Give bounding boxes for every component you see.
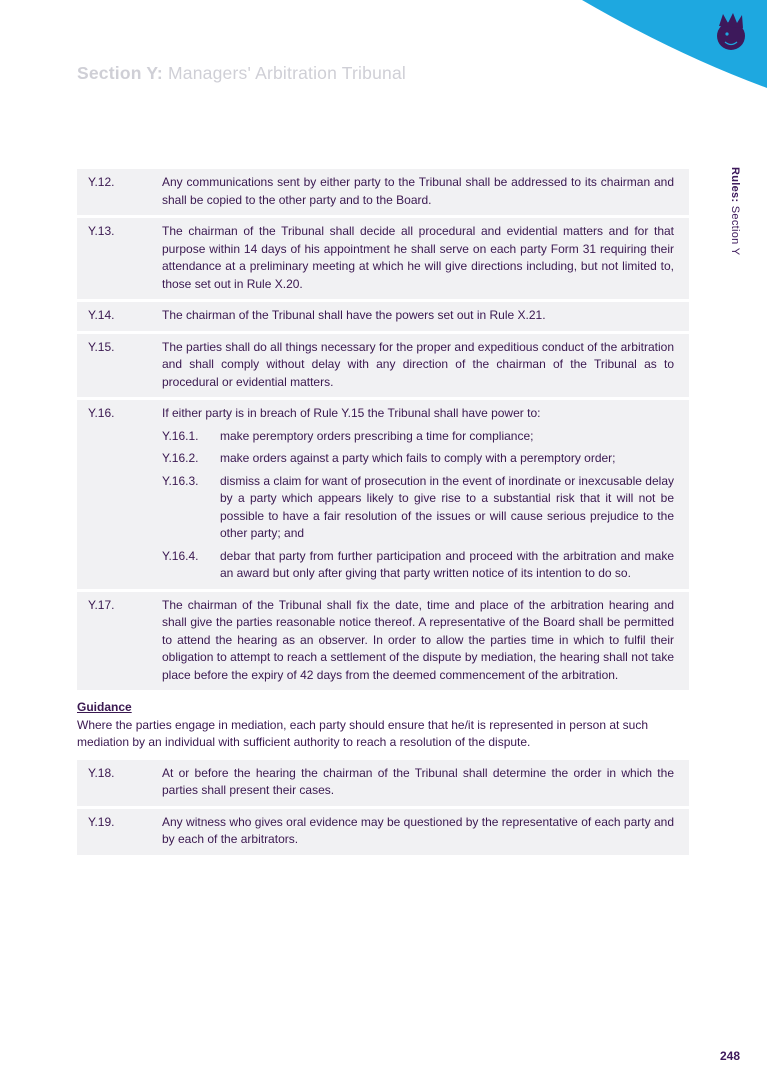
subrule-text: debar that party from further participation and proceed with the arbitration and make an award but only after giving that party written notice of its intention to do so. (220, 548, 674, 580)
rule-number: Y.15. (88, 339, 115, 354)
rule-text: Any communications sent by either party to the Tribunal shall be addressed to its chairman and shall be copied to the other party and to the Board. (162, 175, 674, 207)
rule-number: Y.12. (88, 175, 115, 189)
rule-body (162, 174, 674, 209)
rule-text: If either party is in breach of Rule Y.15 the Tribunal shall have power to: (162, 406, 541, 420)
rule-number: Y.13. (88, 224, 115, 238)
rule-row (77, 400, 689, 589)
guidance-block (77, 693, 689, 760)
rules-list (77, 760, 689, 855)
guidance-heading: Guidance (77, 700, 132, 714)
rule-body (162, 765, 674, 800)
subrule-number: Y.16.2. (162, 451, 199, 465)
rule-row (77, 169, 689, 215)
section-title-text: Managers' Arbitration Tribunal (162, 63, 406, 83)
subrule-row (162, 548, 674, 583)
rule-number: Y.14. (88, 308, 115, 322)
guidance-text: Where the parties engage in mediation, each party should ensure that he/it is represented in person at such mediation by an individual with sufficient authority to reach a resolution of the dispute. (77, 717, 649, 749)
section-title (77, 63, 406, 84)
subrule-number: Y.16.4. (162, 548, 199, 563)
section-title-label: Section Y: (77, 63, 163, 83)
rule-number: Y.16. (88, 406, 115, 420)
rule-number: Y.17. (88, 597, 115, 612)
rules-list (77, 169, 689, 690)
subrule-text: make orders against a party which fails to comply with a peremptory order; (220, 451, 616, 465)
rule-number: Y.18. (88, 765, 115, 780)
subrule-text: dismiss a claim for want of prosecution in the event of inordinate or inexcusable delay by a party which appears likely to give rise to a substantial risk that it will not be possible to have a fair resolution of the issues or will cause serious prejudice to the other party; and (220, 473, 674, 540)
rule-number: Y.19. (88, 814, 115, 829)
subrule-row (162, 473, 674, 543)
rule-text: The chairman of the Tribunal shall fix the date, time and place of the arbitration hearing and shall give the parties reasonable notice thereof. A representative of the Board shall be permitted to attend the hearing as an observer. In order to allow the parties time in which to fulfil their obligation to attempt to reach a settlement of the dispute by mediation, the hearing shall not take place before the expiry of 42 days from the deemed commencement of the arbitration. (162, 597, 674, 682)
rule-body (162, 405, 674, 583)
rule-body (162, 223, 674, 293)
rule-body (162, 307, 674, 325)
rule-row (77, 760, 689, 806)
corner-banner (567, 0, 767, 100)
side-label (729, 167, 741, 255)
subrule-row (162, 428, 674, 446)
rule-text: Any witness who gives oral evidence may be questioned by the representative of each party and by each of the arbitrators. (162, 814, 674, 846)
rule-row (77, 592, 689, 691)
rule-text: The chairman of the Tribunal shall have the powers set out in Rule X.21. (162, 308, 546, 322)
rule-text: At or before the hearing the chairman of the Tribunal shall determine the order in which the parties shall present their cases. (162, 765, 674, 797)
subrule-number: Y.16.1. (162, 428, 199, 443)
side-label-text: Section Y (729, 202, 741, 256)
side-label-bold: Rules: (729, 167, 741, 203)
subrule-number: Y.16.3. (162, 473, 199, 488)
rule-row (77, 302, 689, 331)
rule-body (162, 814, 674, 849)
rule-row (77, 218, 689, 299)
rule-body (162, 597, 674, 685)
rule-body (162, 339, 674, 392)
subrule-text: make peremptory orders prescribing a time for compliance; (220, 428, 534, 443)
rules-content (77, 169, 689, 858)
rule-row (77, 334, 689, 398)
subrule-row (162, 450, 674, 468)
rule-text: The parties shall do all things necessary for the proper and expeditious conduct of the arbitration and shall comply without delay with any direction of the chairman of the Tribunal as to procedural or evidential matters. (162, 339, 674, 389)
rule-text: The chairman of the Tribunal shall decide all procedural and evidential matters and for that purpose within 14 days of his appointment he shall serve on each party Form 31 requiring their attendance at a preliminary meeting at which he will give directions including, but not limited to, those set out in Rule X.20. (162, 224, 674, 291)
page-number: 248 (719, 1049, 740, 1063)
rule-row (77, 809, 689, 855)
